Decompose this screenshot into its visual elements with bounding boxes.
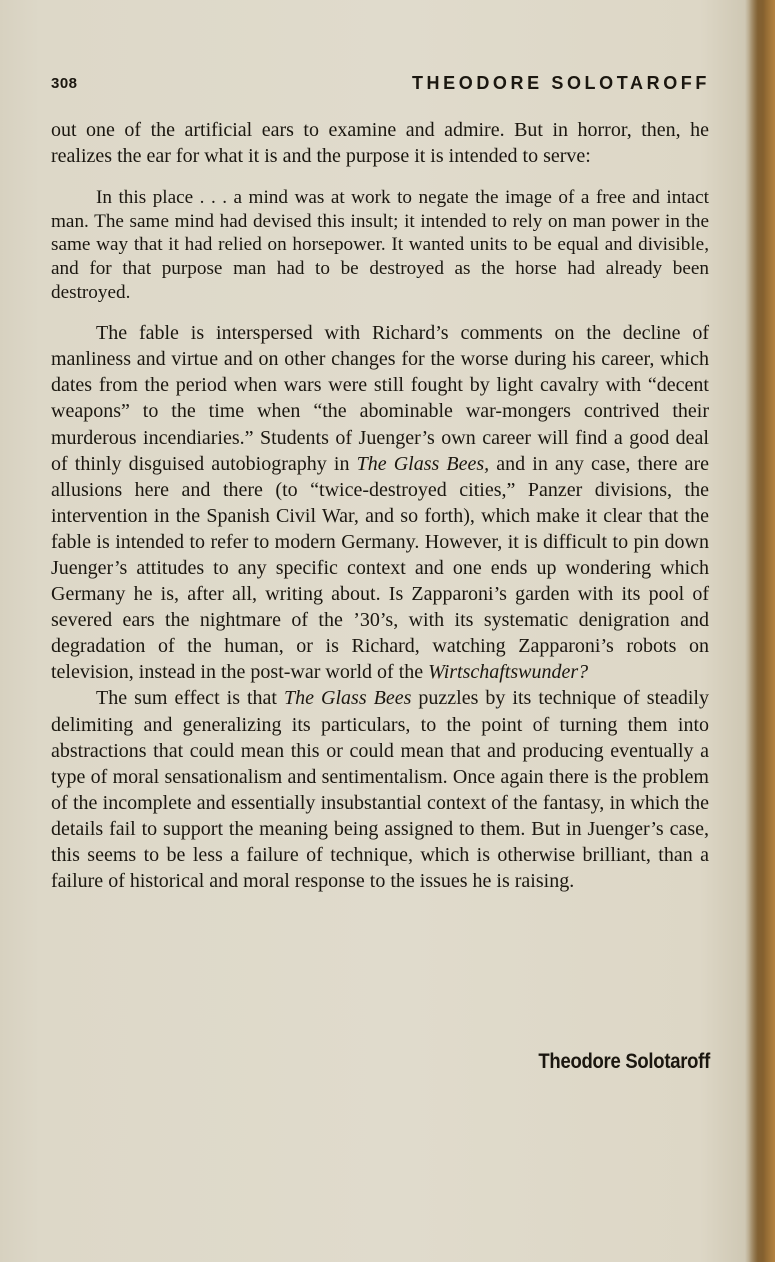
block-quote: In this place . . . a mind was at work to negate the image of a free and intact man. The same mind had devised this insult; it intended to rely on man power in the same way that it had relied on horsepower. It wanted units to be equal and divisible, and for that purpose man had to be destroyed as the horse had already been destroyed. [51, 187, 709, 303]
paragraph-3-text-a: The sum effect is that [96, 687, 285, 710]
paragraph-2 [51, 320, 709, 685]
term-wirtschaftswunder: Wirtschaftswunder? [428, 661, 589, 684]
book-title-glass-bees-2: The Glass Bees [284, 687, 412, 710]
paragraph-2-text-b: and in any case, there are allusions here and there (to “twice-destroyed cities,” Panzer divisions, the intervention in the Spanish Civil War, and so forth), which make it clear that the fable is intended to refer to modern Germany. However, it is difficult to pin down Juenger’s attitudes to any specific context and one ends up wondering which Germany he is, after all, writing about. Is Zapparoni’s garden with its pool of severed ears the nightmare of the ’30’s, with its systematic denigration and degradation of the human, or is Richard, watching Zapparoni’s robots on television, instead in the post-war world of the [51, 452, 709, 684]
author-signature: Theodore Solotaroff [538, 1050, 710, 1073]
paragraph-2-text-a: The fable is interspersed with Richard’s comments on the decline of manliness and virtue and on other changes for the worse during his career, which dates from the period when wars were still fought by light cavalry with “decent weapons” to the time when “the abominable war-mongers contrived their murderous incendiaries.” Students of Juenger’s own career will find a good deal of thinly disguised autobiography in [51, 322, 709, 475]
page-number: 308 [51, 75, 78, 92]
page-header [51, 73, 710, 97]
body-text [51, 117, 709, 894]
book-title-glass-bees: The Glass Bees, [356, 452, 490, 475]
running-head: THEODORE SOLOTAROFF [411, 73, 710, 93]
paragraph-1: out one of the artificial ears to examine and admire. But in horror, then, he realizes the ear for what it is and the purpose it is intended to serve: [51, 119, 709, 168]
page-edge [749, 0, 775, 1262]
paragraph-3 [51, 685, 709, 894]
paragraph-3-text-b: puzzles by its technique of steadily delimiting and generalizing its particulars, to the point of turning them into abstractions that could mean this or could mean that and producing eventually a type of moral sensationalism and sentimentalism. Once again there is the problem of the incomplete and essentially insubstantial context of the fantasy, in which the details fail to support the meaning being assigned to them. But in Juenger’s case, this seems to be less a failure of technique, which is otherwise brilliant, than a failure of historical and moral response to the issues he is raising. [51, 687, 709, 893]
